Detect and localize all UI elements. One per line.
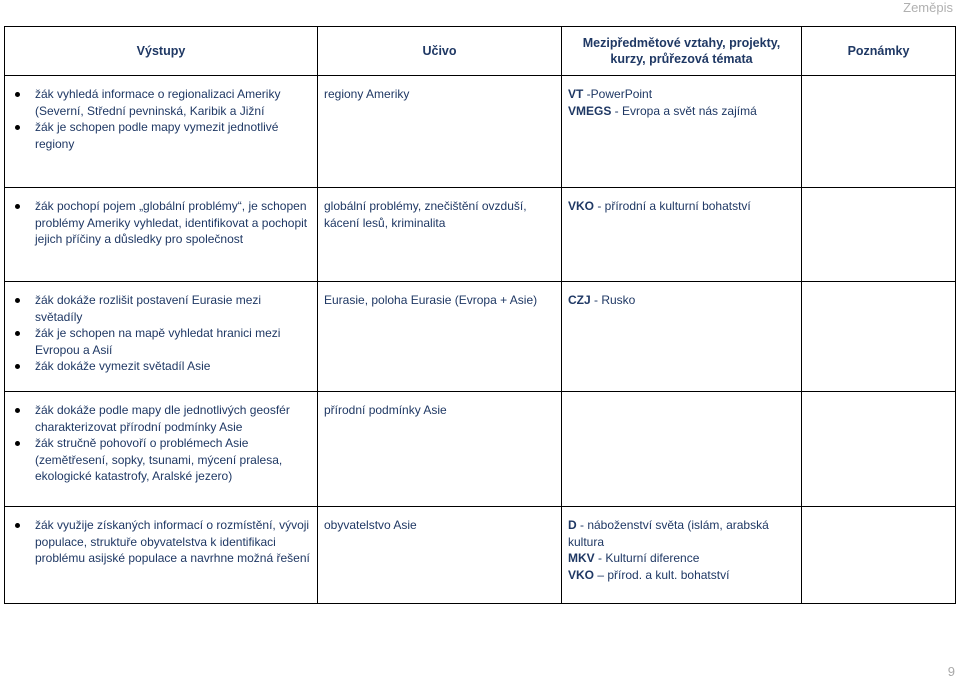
content-cell: přírodní podmínky Asie bbox=[318, 392, 562, 507]
column-header-links: Mezipředmětové vztahy, projekty, kurzy, průřezová témata bbox=[562, 27, 802, 76]
column-header-outputs: Výstupy bbox=[5, 27, 318, 76]
output-item: žák dokáže podle mapy dle jednotlivých geosfér charakterizovat přírodní podmínky Asie bbox=[11, 402, 311, 435]
output-item: žák je schopen podle mapy vymezit jednotlivé regiony bbox=[11, 119, 311, 152]
output-item: žák vyhledá informace o regionalizaci Ameriky (Severní, Střední pevninská, Karibik a Jižní bbox=[11, 86, 311, 119]
link-line bbox=[568, 517, 795, 550]
output-item: žák stručně pohovoří o problémech Asie (zemětřesení, sopky, tsunami, mýcení pralesa, ekologické katastrofy, Aralské jezero) bbox=[11, 435, 311, 485]
outputs-cell bbox=[5, 282, 318, 392]
outputs-cell bbox=[5, 507, 318, 604]
links-cell bbox=[562, 76, 802, 188]
outputs-cell bbox=[5, 392, 318, 507]
link-line bbox=[568, 550, 795, 567]
output-item: žák využije získaných informací o rozmístění, vývoji populace, struktuře obyvatelstva k identifikaci problému asijské populace a navrhne možná řešení bbox=[11, 517, 311, 567]
content-cell: regiony Ameriky bbox=[318, 76, 562, 188]
content-cell: globální problémy, znečištění ovzduší, kácení lesů, kriminalita bbox=[318, 188, 562, 282]
table-row bbox=[5, 76, 956, 188]
table-row bbox=[5, 188, 956, 282]
link-text: - Kulturní diference bbox=[594, 551, 700, 565]
running-header: Zeměpis bbox=[903, 0, 953, 15]
link-text: - náboženství světa (islám, arabská kultura bbox=[568, 518, 769, 549]
links-cell bbox=[562, 188, 802, 282]
link-line bbox=[568, 86, 795, 103]
link-text: - Rusko bbox=[590, 293, 636, 307]
curriculum-table bbox=[4, 26, 956, 604]
links-cell bbox=[562, 282, 802, 392]
output-item: žák dokáže vymezit světadíl Asie bbox=[11, 358, 311, 375]
link-abbr: VMEGS bbox=[568, 103, 612, 118]
table-header-row bbox=[5, 27, 956, 76]
link-line bbox=[568, 292, 795, 309]
notes-cell bbox=[802, 282, 956, 392]
link-abbr: D bbox=[568, 518, 577, 532]
output-item: žák pochopí pojem „globální problémy“, je schopen problémy Ameriky vyhledat, identifikovat a pochopit jejich příčiny a důsledky pro společnost bbox=[11, 198, 311, 248]
link-line bbox=[568, 198, 795, 215]
notes-cell bbox=[802, 76, 956, 188]
output-item: žák je schopen na mapě vyhledat hranici mezi Evropou a Asií bbox=[11, 325, 311, 358]
notes-cell bbox=[802, 188, 956, 282]
notes-cell bbox=[802, 392, 956, 507]
table-row bbox=[5, 392, 956, 507]
link-line bbox=[568, 103, 795, 120]
notes-cell bbox=[802, 507, 956, 604]
link-abbr: VKO bbox=[568, 567, 595, 582]
link-text: - přírodní a kulturní bohatství bbox=[594, 199, 751, 213]
table-row bbox=[5, 282, 956, 392]
column-header-content: Učivo bbox=[318, 27, 562, 76]
content-cell: Eurasie, poloha Eurasie (Evropa + Asie) bbox=[318, 282, 562, 392]
link-abbr: VKO bbox=[568, 199, 595, 213]
outputs-cell bbox=[5, 76, 318, 188]
output-item: žák dokáže rozlišit postavení Eurasie mezi světadíly bbox=[11, 292, 311, 325]
link-abbr: CZJ bbox=[568, 293, 591, 307]
link-abbr: VT bbox=[568, 87, 584, 101]
links-cell bbox=[562, 392, 802, 507]
outputs-cell bbox=[5, 188, 318, 282]
link-text: – přírod. a kult. bohatství bbox=[594, 567, 730, 582]
content-cell: obyvatelstvo Asie bbox=[318, 507, 562, 604]
links-cell bbox=[562, 507, 802, 604]
page-number: 9 bbox=[947, 664, 955, 679]
link-line bbox=[568, 567, 795, 584]
table-row bbox=[5, 507, 956, 604]
link-text: - Evropa a svět nás zajímá bbox=[611, 103, 757, 118]
column-header-notes: Poznámky bbox=[802, 27, 956, 76]
link-abbr: MKV bbox=[568, 551, 595, 565]
link-text: -PowerPoint bbox=[583, 87, 653, 101]
